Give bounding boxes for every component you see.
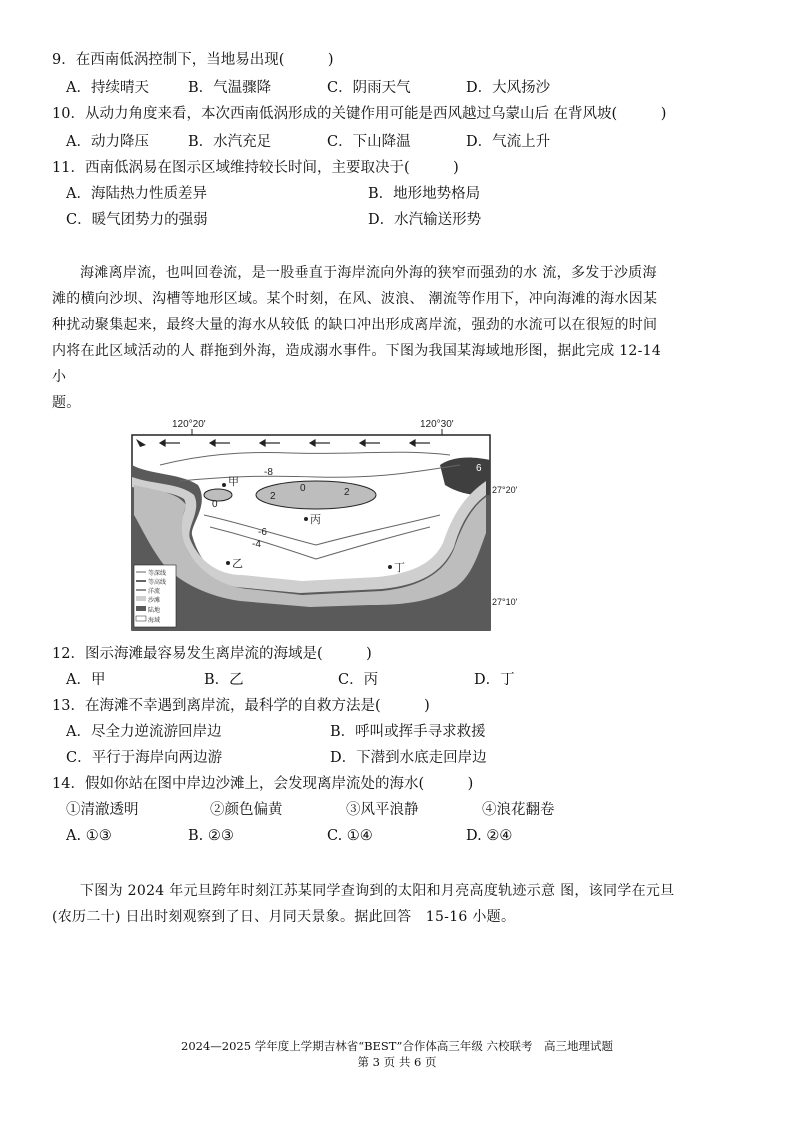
- contour-label: 0: [212, 499, 218, 510]
- lat-label-top: 27°20': [492, 485, 518, 495]
- question-9-option-a[interactable]: A．持续晴天: [66, 80, 149, 96]
- question-9-option-d[interactable]: D．大风扬沙: [466, 80, 551, 96]
- lat-label-bottom: 27°10': [492, 597, 518, 607]
- question-10-option-c[interactable]: C．下山降温: [327, 134, 411, 150]
- question-11-option-a[interactable]: A．海陆热力性质差异: [66, 186, 207, 202]
- rip-current-passage: 海滩离岸流，也叫回卷流，是一股垂直于海岸流向外海的狭窄而强劲的水 流，多发于沙质海 滩的横向沙坝、沟槽等地形区域。某个时刻，在风、波浪、 潮流等作用下，冲向海滩的海水因某 种扰动聚集起来，最终大量的海水从较低 的缺口冲出形成离岸流，强劲的水流可以在很短的时间 内将在此区域活动的人 群拖到外海，造成溺水事件。下图为我国某海域地形图，据此完成 12-14 小 题。: [52, 265, 662, 411]
- question-10-stem: 10．从动力角度来看，本次西南低涡形成的关键作用可能是西风越过乌蒙山后 在背风坡( ): [52, 106, 667, 122]
- place-ding: 丁: [394, 562, 405, 574]
- legend-depth-contour: 等深线: [148, 571, 167, 577]
- contour-label: -6: [258, 527, 267, 538]
- question-14-option-c[interactable]: C. ①④: [327, 828, 373, 844]
- question-13-stem: 13．在海滩不幸遇到离岸流，最科学的自救方法是( ): [52, 698, 430, 714]
- map-legend: [134, 565, 176, 627]
- question-14-choice-4: ④浪花翻卷: [482, 802, 555, 818]
- question-14-choice-1: ①清澈透明: [66, 802, 139, 818]
- sea-area-topographic-map: [120, 415, 530, 635]
- question-12-option-a[interactable]: A．甲: [66, 672, 106, 688]
- legend-current: 洋流: [148, 589, 161, 595]
- question-9-stem: 9．在西南低涡控制下，当地易出现( ): [52, 52, 334, 68]
- legend-sea: 海域: [148, 618, 161, 624]
- question-11-stem: 11．西南低涡易在图示区域维持较长时间，主要取决于( ): [52, 160, 459, 176]
- question-11-option-d[interactable]: D．水汽输送形势: [368, 212, 482, 228]
- question-10-option-d[interactable]: D．气流上升: [466, 134, 551, 150]
- place-jia: 甲: [228, 476, 239, 488]
- question-12-option-b[interactable]: B．乙: [204, 672, 244, 688]
- question-9-option-b[interactable]: B．气温骤降: [188, 80, 272, 96]
- question-12-option-c[interactable]: C．丙: [338, 672, 379, 688]
- contour-label: 6: [476, 463, 482, 474]
- question-13-option-d[interactable]: D．下潜到水底走回岸边: [330, 750, 487, 766]
- contour-label: -4: [252, 539, 261, 550]
- question-11-option-c[interactable]: C．暖气团势力的强弱: [66, 212, 208, 228]
- legend-sand: 沙滩: [148, 598, 161, 604]
- question-12-stem: 12．图示海滩最容易发生离岸流的海域是( ): [52, 646, 372, 662]
- question-10-option-a[interactable]: A．动力降压: [66, 134, 149, 150]
- contour-label: 4: [434, 479, 440, 490]
- question-13-option-c[interactable]: C．平行于海岸向两边游: [66, 750, 223, 766]
- legend-land: 陆地: [148, 608, 161, 614]
- question-14-option-d[interactable]: D. ②④: [466, 828, 513, 844]
- sun-moon-passage: 下图为 2024 年元旦跨年时刻江苏某同学查询到的太阳和月亮高度轨迹示意 图，该同学在元旦 (农历二十) 日出时刻观察到了日、月同天景象。据此回答 15-16 小题。: [52, 883, 675, 925]
- contour-label: 0: [300, 483, 306, 494]
- lon-label-right: 120°30': [420, 419, 454, 430]
- question-14-choice-3: ③风平浪静: [346, 802, 419, 818]
- lon-label-left: 120°20': [172, 419, 206, 430]
- question-9-option-c[interactable]: C．阴雨天气: [327, 80, 411, 96]
- place-yi: 乙: [232, 558, 243, 570]
- question-14-stem: 14．假如你站在图中岸边沙滩上，会发现离岸流处的海水( ): [52, 776, 474, 792]
- footer-exam-title: 2024—2025 学年度上学期吉林省“BEST”合作体高三年级 六校联考 高三地理试题: [181, 1039, 613, 1053]
- question-12-option-d[interactable]: D．丁: [474, 672, 515, 688]
- question-11-option-b[interactable]: B．地形地势格局: [368, 186, 481, 202]
- question-13-option-b[interactable]: B．呼叫或挥手寻求救援: [330, 724, 486, 740]
- contour-label: 2: [344, 487, 350, 498]
- question-10-option-b[interactable]: B．水汽充足: [188, 134, 272, 150]
- footer-page-number: 第 3 页 共 6 页: [357, 1055, 437, 1069]
- question-14-option-a[interactable]: A. ①③: [66, 828, 112, 844]
- contour-label: 2: [270, 491, 276, 502]
- legend-elevation-contour: 等高线: [148, 580, 167, 586]
- question-14-choice-2: ②颜色偏黄: [210, 802, 283, 818]
- question-14-option-b[interactable]: B. ②③: [188, 828, 234, 844]
- place-bing: 丙: [310, 514, 321, 526]
- question-13-option-a[interactable]: A．尽全力逆流游回岸边: [66, 724, 222, 740]
- contour-label: -8: [264, 467, 273, 478]
